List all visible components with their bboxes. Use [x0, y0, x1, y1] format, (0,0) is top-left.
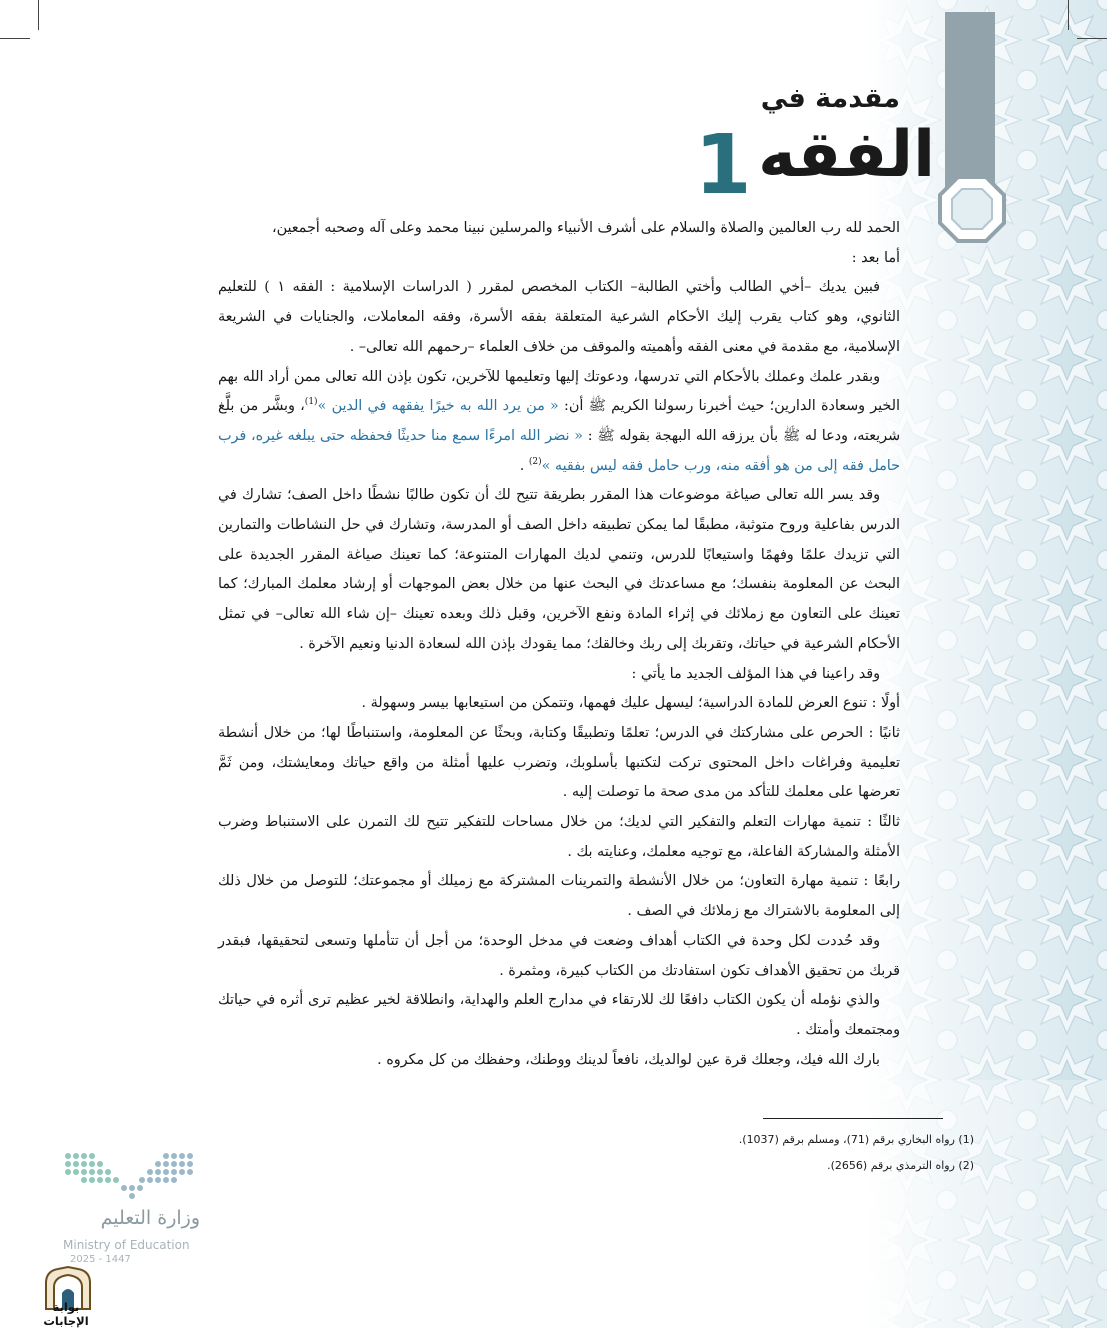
list-item-fourth: رابعًا : تنمية مهارة التعاون؛ من خلال الأنشطة والتمرينات المشتركة مع زميلك أو مجموعتك؛ للتوصل من خلال ذلك إلى المعلومة بالاشتراك مع زملائك في الصف . — [218, 873, 900, 920]
crop-mark — [1068, 0, 1069, 30]
hadith-text-b: ، وبشَّر من بلَّغ شريعته، ودعا له ﷺ بأن يرزقه الله البهجة بقوله ﷺ : — [218, 398, 900, 444]
footnote-ref-2[interactable]: (2) — [528, 456, 542, 467]
chapter-title: الفقه — [758, 118, 935, 192]
list-item-second: ثانيًا : الحرص على مشاركتك في الدرس؛ تعلمًا وتطبيقًا وكتابة، وبحثًا عن المعلومة، واستنباطًا لها؛ من خلال أنشطة تعليمية وفراغات داخل المحتوى تركت لتكتبها بأسلوبك، وتضرب عليها أمثلة من واقع حياتك ومعايشتك، ومن ثَمَّ تعرضها على معلمك للتأكد من مدى صحة ما توصلت إليه . — [218, 724, 900, 801]
paragraph-closing: بارك الله فيك، وجعلك قرة عين لوالديك، نافعاً لدينك ووطنك، وحفظك من كل مكروه . — [377, 1051, 880, 1068]
body-text — [218, 214, 900, 1075]
hadith-text-a: وبقدر علمك وعملك بالأحكام التي تدرسها، ودعوتك إليها وتعليمها للآخرين، تكون بإذن الله تعالى ممن أراد الله بهم الخير وسعادة الدارين؛ حيث أخبرنا رسولنا الكريم ﷺ أن: — [218, 368, 900, 415]
ministry-name-en: Ministry of Education — [63, 1238, 190, 1252]
paragraph-hope: والذي نؤمله أن يكون الكتاب دافعًا لك للارتقاء في مدارج العلم والهداية، وانطلاقة لخير عظيم ترى أثره في حياتك ومجتمعك وأمتك . — [218, 992, 900, 1038]
footnote-1: (1) رواه البخاري برقم (71)، ومسلم برقم (1037). — [738, 1133, 974, 1146]
chapter-number: 1 — [694, 118, 752, 213]
octagon-ornament — [938, 175, 1006, 243]
paragraph-objectives: وقد حُددت لكل وحدة في الكتاب أهداف وضعت في مدخل الوحدة؛ من أجل أن تتأملها وتسعى لتحقيقها، فبقدر قربك من تحقيق الأهداف تكون استفادتك من الكتاب كبيرة، ومثمرة . — [218, 932, 900, 979]
hadith-quote-1: « من يرد الله به خيرًا يفقهه في الدين » — [317, 398, 559, 415]
paragraph-hadith — [218, 363, 900, 482]
chapter-subtitle: مقدمة في — [760, 83, 900, 114]
footnote-2: (2) رواه الترمذي برقم (2656). — [827, 1159, 974, 1172]
paragraph-intro: فبين يديك –أخي الطالب وأختي الطالبة– الكتاب المخصص لمقرر ( الدراسات الإسلامية : الفقه ١ ) للتعليم الثانوي، وهو كتاب يقرب إليك الأحكام الشرعية المتعلقة بفقه الأسرة، وفقه المعاملات، والجنايات في الشريعة الإسلامية، مع مقدمة في معنى الفقه وأهميته والموقف من خلاف العلماء –رحمهم الله تعالى– . — [218, 279, 900, 355]
paragraph-opening: الحمد لله رب العالمين والصلاة والسلام على أشرف الأنبياء والمرسلين نبينا محمد وعلى آله وصحبه أجمعين، — [271, 220, 900, 236]
footnote-divider — [763, 1118, 943, 1119]
hadith-text-c: . — [519, 457, 529, 474]
crop-mark — [1077, 38, 1107, 39]
paragraph-considerations: وقد راعينا في هذا المؤلف الجديد ما يأتي : — [631, 665, 880, 682]
footnote-ref-1[interactable]: (1) — [304, 397, 318, 408]
crop-mark — [38, 0, 39, 30]
ministry-name-ar: وزارة التعليم — [100, 1207, 200, 1229]
hadith-quote-2: « نضر الله امرءًا سمع منا حديثًا فحفظه حتى يبلغه غيره، فرب حامل فقه إلى من هو أفقه منه، ورب حامل فقه ليس بفقيه » — [218, 427, 900, 474]
list-item-first: أولًا : تنوع العرض للمادة الدراسية؛ ليسهل عليك فهمها، وتتمكن من استيعابها بيسر وسهولة . — [361, 695, 900, 712]
watermark-text: بوابة الإجابات — [43, 1300, 89, 1328]
paragraph-amma-baad: أما بعد : — [851, 249, 900, 266]
paragraph-curriculum: وقد يسر الله تعالى صياغة موضوعات هذا المقرر بطريقة تتيح لك أن تكون طالبًا نشطًا داخل الصف؛ تشارك في الدرس بفاعلية وروح متوثبة، مطبقًا لما يمكن تطبيقه داخل الصف أو المدرسة، وتشارك في حل النشاطات والتمارين التي تزيدك علمًا وفهمًا واستيعابًا للدرس، وتنمي لديك المهارات المتنوعة؛ كما تعينك صياغة المقرر الجديدة على البحث عن المعلومة بنفسك؛ مع مساعدتك في البحث عنها من خلال بعض الموجهات أو إرشاد معلمك المبارك؛ كما تعينك على التعاون مع زملائك في إثراء المادة ونفع الآخرين، وقبل ذلك وبعده تعينك –إن شاء الله تعالى– في تمثل الأحكام الشرعية في حياتك، وتقربك إلى ربك وخالقك؛ مما يقودك بإذن الله لسعادة الدنيا ونعيم الآخرة . — [218, 487, 900, 652]
list-item-third: ثالثًا : تنمية مهارات التعلم والتفكير التي لديك؛ من خلال مساحات للتفكير تتيح لك التمرن على الاستنباط وضرب الأمثلة والمشاركة الفاعلة، مع توجيه معلمك، وعنايته بك . — [218, 814, 900, 860]
crop-mark — [0, 38, 30, 39]
ministry-logo-icon — [60, 1150, 205, 1200]
ministry-years: 2025 - 1447 — [70, 1254, 131, 1265]
